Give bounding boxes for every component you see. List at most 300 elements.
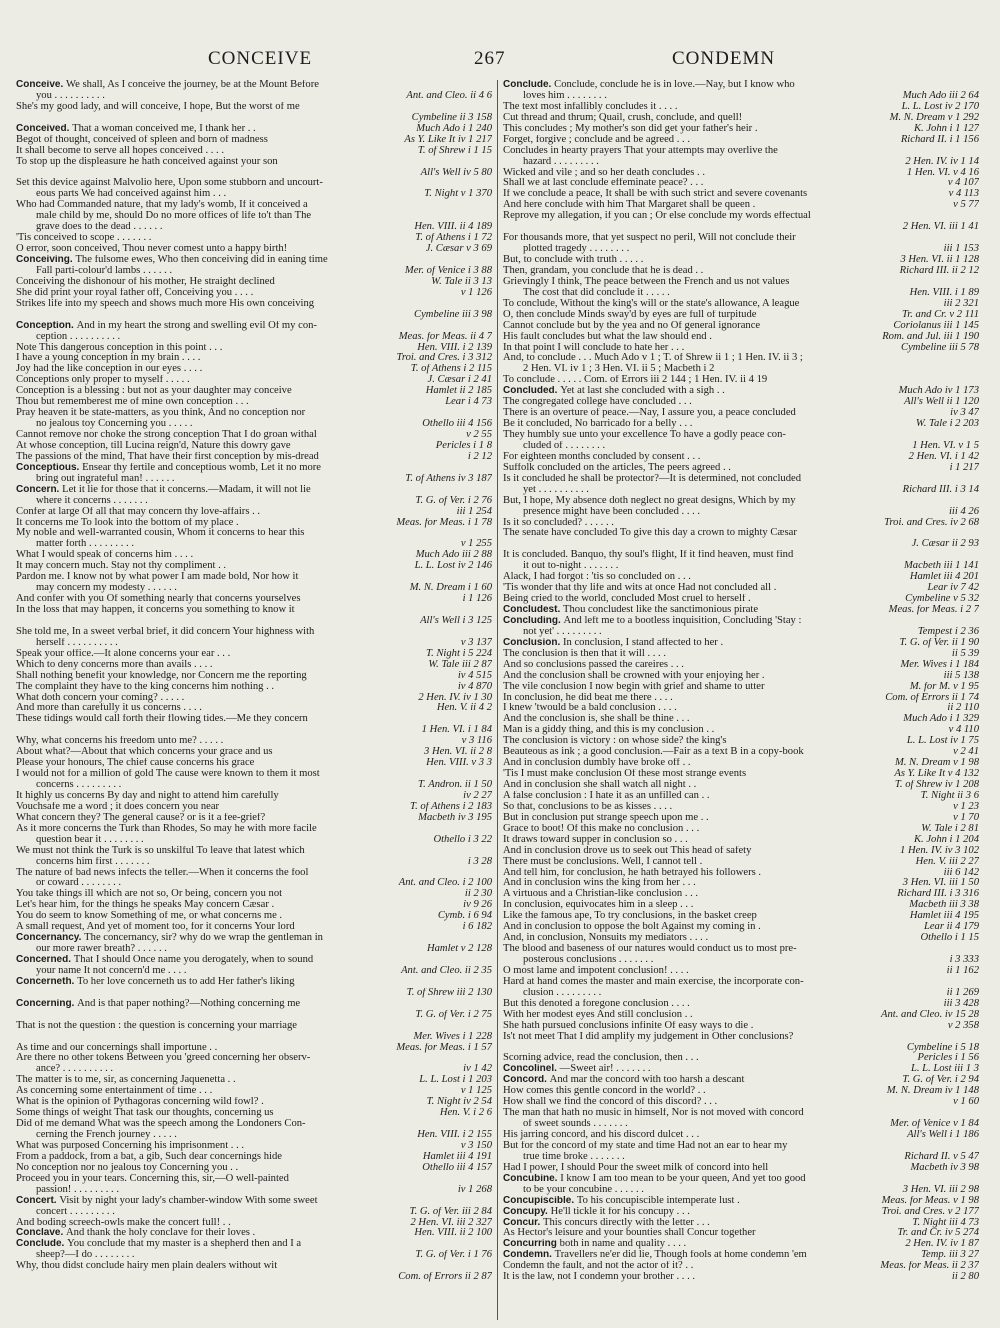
headword: Concurring bbox=[503, 1239, 560, 1250]
quotation-text: She's my good lady, and will conceive, I hope, But the worst of me bbox=[16, 101, 300, 112]
citation-reference: iii 2 321 bbox=[943, 298, 979, 309]
concordance-line bbox=[16, 1218, 492, 1229]
concordance-line bbox=[503, 408, 979, 419]
quotation-text: The nature of bad news infects the teller.—When it concerns the fool bbox=[16, 867, 309, 878]
citation-reference: M. N. Dream i 1 60 bbox=[409, 583, 492, 594]
citation-reference: 2 Hen. IV. iv 1 30 bbox=[418, 692, 492, 703]
concordance-line bbox=[503, 868, 979, 879]
quotation-text: where it concerns . . . . . . . bbox=[36, 495, 148, 506]
quotation-text: You conclude that my master is a shepherd then and I a bbox=[67, 1239, 302, 1250]
concordance-line bbox=[503, 178, 979, 189]
quotation-text: Is it so concluded? . . . . . . bbox=[503, 517, 614, 528]
citation-reference: Hen. VIII. i 2 155 bbox=[417, 1130, 492, 1140]
page-number: 267 bbox=[474, 48, 506, 69]
quotation-text: Vouchsafe me a word ; it does concern you near bbox=[16, 801, 220, 812]
quotation-text: The congregated college have concluded . . . bbox=[503, 397, 692, 408]
quotation-text: As it more concerns the Turk than Rhodes, So may he with more facile bbox=[16, 823, 317, 834]
concordance-line bbox=[503, 463, 979, 474]
quotation-text: How comes this gentle concord in the world? . . bbox=[503, 1086, 706, 1097]
quotation-text: With her modest eyes And still conclusion . . bbox=[503, 1009, 693, 1020]
citation-reference: Othello iii 4 156 bbox=[422, 419, 492, 430]
quotation-text: concert . . . . . . . . . bbox=[36, 1206, 115, 1217]
concordance-line bbox=[503, 693, 979, 704]
concordance-line bbox=[16, 572, 492, 583]
citation-reference: Ant. and Cleo. i 2 100 bbox=[398, 878, 492, 889]
concordance-line bbox=[16, 518, 492, 529]
citation-reference: T. G. of Ver. i 2 76 bbox=[415, 495, 492, 506]
quotation-text: you . . . . . . . . . . bbox=[36, 90, 105, 101]
concordance-line bbox=[503, 824, 979, 835]
concordance-line bbox=[16, 1086, 492, 1097]
quotation-text: It draws toward supper in conclusion so . . . bbox=[503, 834, 688, 845]
concordance-line bbox=[16, 550, 492, 561]
quotation-text: The conclusion is then that it will . . . . bbox=[503, 648, 667, 659]
concordance-line bbox=[16, 539, 492, 550]
quotation-text: Please your honours, The chief cause concerns his grace bbox=[16, 758, 255, 769]
quotation-text: But this denoted a foregone conclusion . . . . bbox=[503, 998, 690, 1009]
quotation-text: To stop up the displeasure he hath conceived against your son bbox=[16, 156, 278, 167]
concordance-line bbox=[503, 627, 979, 638]
quotation-text: yet . . . . . . . . . . bbox=[523, 484, 589, 495]
quotation-text: to be your concubine . . . . . . bbox=[523, 1184, 644, 1195]
quotation-text: Reprove my allegation, if you can ; Or else conclude my words effectual bbox=[503, 211, 811, 222]
quotation-text: In that point I will conclude to hate her . . . bbox=[503, 342, 685, 353]
concordance-line bbox=[503, 933, 979, 944]
concordance-line bbox=[16, 474, 492, 485]
concordance-line bbox=[16, 561, 492, 572]
citation-reference: Troi. and Cres. i 3 312 bbox=[396, 353, 492, 364]
concordance-line bbox=[503, 386, 979, 397]
concordance-line bbox=[503, 80, 979, 91]
quotation-text: And boding screech-owls make the concert full! . . bbox=[16, 1217, 231, 1228]
citation-reference: Hen. VIII. ii 2 100 bbox=[414, 1228, 492, 1239]
citation-reference: v 3 116 bbox=[461, 736, 492, 747]
concordance-line bbox=[16, 364, 492, 375]
concordance-line bbox=[503, 364, 979, 375]
citation-reference: Ant. and Cleo. iv 15 28 bbox=[881, 1009, 979, 1020]
citation-reference: Troi. and Cres. v 2 177 bbox=[881, 1206, 979, 1217]
quotation-text: There must be conclusions. Well, I cannot tell . bbox=[503, 856, 703, 867]
citation-reference: i 3 333 bbox=[949, 955, 979, 965]
citation-reference: L. L. Lost i 1 203 bbox=[419, 1075, 492, 1086]
concordance-line bbox=[16, 332, 492, 343]
quotation-text: Be it concluded, No barricado for a belly . . . bbox=[503, 419, 693, 430]
citation-reference: Macbeth iv 3 195 bbox=[418, 812, 492, 823]
quotation-text: may concern my modesty . . . . . . bbox=[36, 583, 177, 594]
concordance-line bbox=[16, 889, 492, 900]
citation-reference: ii 2 80 bbox=[951, 1272, 979, 1283]
quotation-text: Concludes in hearty prayers That your attempts may overlive the bbox=[503, 145, 778, 156]
headword: Concernancy. bbox=[16, 933, 85, 944]
column-divider bbox=[497, 80, 498, 1320]
citation-reference: iii 5 138 bbox=[943, 670, 979, 681]
citation-reference: K. John i 1 204 bbox=[913, 834, 979, 845]
citation-reference: Mer. Wives i 1 184 bbox=[900, 659, 979, 670]
quotation-text: From a paddock, from a bat, a gib, Such dear concernings hide bbox=[16, 1151, 282, 1162]
citation-reference: T. Night i 5 224 bbox=[425, 648, 492, 659]
headword: Concerneth. bbox=[16, 976, 78, 987]
quotation-text: matter forth . . . . . . . . . bbox=[36, 539, 134, 550]
quotation-text: Let's hear him, for the things he speaks May concern Cæsar . bbox=[16, 900, 275, 911]
quotation-text: eous parts We had conceived against him . . . bbox=[36, 189, 227, 200]
quotation-text: I would not for a million of gold The cause were known to them it most bbox=[16, 769, 320, 780]
concordance-line bbox=[503, 1108, 979, 1119]
concordance-line bbox=[16, 353, 492, 364]
concordance-line bbox=[16, 605, 492, 616]
quotation-text: 'Tis I must make conclusion Of these most strange events bbox=[503, 769, 747, 780]
citation-reference: 2 Hen. VI. iii 2 327 bbox=[410, 1217, 492, 1228]
quotation-text: Confer at large Of all that may concern thy love-affairs . . bbox=[16, 506, 261, 517]
quotation-text: As time and our concernings shall importune . . bbox=[16, 1042, 218, 1053]
citation-reference: i 3 28 bbox=[467, 856, 492, 867]
concordance-line bbox=[503, 1141, 979, 1152]
citation-reference: Hamlet iii 4 191 bbox=[422, 1151, 492, 1162]
citation-reference: L. L. Lost iv 2 146 bbox=[414, 561, 492, 572]
citation-reference: v 1 23 bbox=[953, 801, 979, 812]
citation-reference: T. of Athens iv 3 187 bbox=[405, 473, 492, 484]
headword: Concur. bbox=[503, 1217, 544, 1228]
headword: Condemn. bbox=[503, 1250, 555, 1261]
quotation-text: A virtuous and a Christian-like conclusion . . . bbox=[503, 889, 699, 900]
quotation-text: But, to conclude with truth . . . . . bbox=[503, 255, 644, 265]
quotation-text: As concerning some entertainment of time . . . bbox=[16, 1086, 213, 1097]
quotation-text: Visit by night your lady's chamber-window With some sweet bbox=[59, 1195, 318, 1206]
concordance-line bbox=[503, 889, 979, 900]
citation-reference: ii 1 162 bbox=[946, 965, 979, 976]
quotation-text: And in conclusion wins the king from her . . . bbox=[503, 878, 696, 889]
citation-reference: 3 Hen. VI. iii 1 50 bbox=[902, 878, 979, 889]
concordance-line bbox=[503, 310, 979, 321]
quotation-text: The senate have concluded To give this day a crown to mighty Cæsar bbox=[503, 528, 797, 539]
quotation-text: What concern they? The general cause? or is it a fee-grief? bbox=[16, 812, 266, 823]
citation-reference: Tr. and Cr. v 2 111 bbox=[901, 309, 979, 320]
citation-reference: iii 3 428 bbox=[943, 998, 979, 1009]
quotation-text: About what?—About that which concerns your grace and us bbox=[16, 747, 273, 758]
quotation-text: The passions of the mind, That have their first conception by mis-dread bbox=[16, 451, 319, 462]
citation-reference: v 3 150 bbox=[460, 1140, 492, 1151]
concordance-line bbox=[16, 441, 492, 452]
quotation-text: no jealous toy Concerning you . . . . . bbox=[36, 419, 193, 430]
headword: Conclave. bbox=[16, 1228, 67, 1239]
citation-reference: Tr. and Cr. iv 5 274 bbox=[897, 1228, 979, 1239]
quotation-text: He'll tickle it for his concupy . . . bbox=[550, 1206, 690, 1217]
concordance-line bbox=[16, 507, 492, 518]
concordance-line bbox=[16, 594, 492, 605]
citation-reference: W. Tale ii 3 13 bbox=[431, 276, 492, 287]
quotation-text: In the loss that may happen, it concerns you something to know it bbox=[16, 605, 295, 615]
citation-reference: iv 4 515 bbox=[457, 670, 492, 681]
concordance-line bbox=[16, 824, 492, 835]
citation-reference: v 1 60 bbox=[953, 1097, 979, 1108]
quotation-text: presence might have been concluded . . . . bbox=[523, 506, 701, 517]
concordance-line bbox=[16, 1185, 492, 1196]
concordance-line bbox=[16, 583, 492, 594]
concordance-line bbox=[503, 780, 979, 791]
concordance-line bbox=[16, 1141, 492, 1152]
quotation-text: To her love concerneth us to add Her father's liking bbox=[77, 976, 295, 987]
concordance-line bbox=[503, 1218, 979, 1229]
citation-reference: Hen. VIII. i 1 89 bbox=[909, 287, 979, 298]
concordance-line bbox=[503, 233, 979, 244]
citation-reference: W. Tale iii 2 87 bbox=[428, 659, 492, 670]
quotation-text: And so conclusions passed the careires . . . bbox=[503, 659, 684, 670]
citation-reference: T. G. of Ver. i 1 76 bbox=[415, 1250, 492, 1261]
quotation-text: The cost that did conclude it . . . . . bbox=[523, 287, 670, 298]
quotation-text: For thousands more, that yet suspect no peril, Will not conclude their bbox=[503, 233, 796, 244]
citation-reference: Cymbeline iii 5 78 bbox=[901, 342, 979, 353]
concordance-line bbox=[503, 1272, 979, 1283]
citation-reference: All's Well ii 1 120 bbox=[904, 397, 979, 408]
quotation-text: And tell him, for conclusion, he hath betrayed his followers . bbox=[503, 867, 762, 878]
concordance-line bbox=[16, 200, 492, 211]
citation-reference: Othello i 3 22 bbox=[433, 834, 492, 845]
quotation-text: How shall we find the concord of this discord? . . . bbox=[503, 1097, 718, 1108]
concordance-line bbox=[16, 222, 492, 233]
citation-reference: Hamlet v 2 128 bbox=[426, 944, 492, 955]
citation-reference: 3 Hen. VI. ii 2 8 bbox=[424, 747, 492, 758]
quotation-text: of sweet sounds . . . . . . . bbox=[523, 1119, 628, 1130]
quotation-text: concerns him first . . . . . . . bbox=[36, 856, 150, 867]
concordance-line bbox=[503, 977, 979, 988]
concordance-line bbox=[16, 813, 492, 824]
headword: Concert. bbox=[16, 1195, 60, 1206]
concordance-line bbox=[16, 922, 492, 933]
concordance-line bbox=[503, 714, 979, 725]
citation-reference: Hen. VIII. v 3 3 bbox=[426, 758, 492, 769]
quotation-text: Wicked and vile ; and so her death concludes . . bbox=[503, 167, 705, 178]
concordance-line bbox=[16, 955, 492, 966]
concordance-line bbox=[16, 1174, 492, 1185]
citation-reference: iv 2 27 bbox=[463, 790, 492, 801]
concordance-line bbox=[16, 277, 492, 288]
quotation-text: Condemn the fault, and not the actor of it? . . bbox=[503, 1261, 694, 1272]
quotation-text: Set this device against Malvolio here, Upon some stubborn and uncourt- bbox=[16, 178, 323, 189]
quotation-text: It shall become to serve all hopes conceived . . . . bbox=[16, 145, 224, 156]
concordance-line bbox=[503, 474, 979, 485]
citation-reference: Cymb. i 6 94 bbox=[437, 911, 492, 922]
concordance-line bbox=[16, 802, 492, 813]
quotation-text: We must not think the Turk is so unskilful To leave that latest which bbox=[16, 845, 305, 856]
concordance-line bbox=[16, 496, 492, 507]
concordance-line bbox=[16, 1207, 492, 1218]
citation-reference: Hen. VIII. ii 4 189 bbox=[414, 222, 492, 233]
citation-reference: T. Andron. ii 1 50 bbox=[418, 780, 492, 790]
concordance-line bbox=[16, 113, 492, 124]
citation-reference: iv 3 47 bbox=[950, 408, 979, 419]
concordance-line bbox=[16, 146, 492, 157]
concordance-line bbox=[503, 1010, 979, 1021]
concordance-line bbox=[16, 1108, 492, 1119]
concordance-line bbox=[503, 1075, 979, 1086]
citation-reference: Mer. of Venice v 1 84 bbox=[890, 1119, 979, 1130]
citation-reference: W. Tale i 2 203 bbox=[915, 419, 979, 430]
concordance-line bbox=[503, 1228, 979, 1239]
citation-reference: Hen. VIII. i 2 139 bbox=[417, 342, 492, 353]
quotation-text: Grace to boot! Of this make no conclusion . . . bbox=[503, 823, 700, 834]
concordance-line bbox=[16, 868, 492, 879]
citation-reference: v 1 70 bbox=[953, 812, 979, 823]
concordance-line bbox=[503, 189, 979, 200]
concordance-line bbox=[16, 999, 492, 1010]
concordance-line bbox=[503, 288, 979, 299]
quotation-text: That I should Once name you derogately, when to sound bbox=[73, 955, 314, 965]
concordance-line bbox=[16, 91, 492, 102]
citation-reference: Com. of Errors ii 1 74 bbox=[885, 692, 979, 703]
citation-reference: i 1 126 bbox=[462, 594, 492, 605]
quotation-text: Begot of thought, conceived of spleen and born of madness bbox=[16, 134, 268, 145]
citation-reference: Com. of Errors ii 2 87 bbox=[398, 1272, 492, 1283]
citation-reference: Lear ii 4 179 bbox=[923, 922, 979, 933]
citation-reference: As Y. Like It iv 1 217 bbox=[404, 134, 492, 145]
citation-reference: Meas. for Meas. ii 4 7 bbox=[398, 331, 492, 342]
citation-reference: Othello iii 4 157 bbox=[422, 1162, 492, 1173]
concordance-line bbox=[503, 113, 979, 124]
quotation-text: concerns . . . . . . . . . bbox=[36, 780, 122, 790]
concordance-line bbox=[503, 1053, 979, 1064]
citation-reference: M. N. Dream v 1 98 bbox=[894, 758, 979, 769]
citation-reference: Pericles i 1 56 bbox=[917, 1053, 979, 1064]
concordance-line bbox=[16, 1119, 492, 1130]
citation-reference: iv 1 42 bbox=[463, 1064, 492, 1075]
concordance-line bbox=[16, 857, 492, 868]
concordance-line bbox=[503, 353, 979, 364]
citation-reference: Hamlet ii 2 185 bbox=[425, 386, 492, 397]
quotation-text: Fall parti-colour'd lambs . . . . . . bbox=[36, 265, 173, 276]
quotation-text: His fault concludes but what the law should end . bbox=[503, 331, 712, 342]
concordance-line bbox=[503, 572, 979, 583]
concordance-line bbox=[16, 988, 492, 999]
citation-reference: Much Ado iv 1 173 bbox=[898, 386, 979, 397]
quotation-text: Shall nothing benefit your knowledge, nor Concern me the reporting bbox=[16, 670, 307, 681]
quotation-text: loves him . . . . . . . . bbox=[523, 90, 607, 101]
citation-reference: Cymbeline iii 3 98 bbox=[414, 309, 492, 320]
concordance-line bbox=[16, 343, 492, 354]
concordance-line bbox=[16, 1239, 492, 1250]
quotation-text: our more rawer breath? . . . . . . bbox=[36, 944, 167, 955]
citation-reference: Richard II. v 5 47 bbox=[904, 1151, 979, 1162]
quotation-text: cluded of . . . . . . . . bbox=[523, 440, 606, 451]
concordance-line bbox=[16, 124, 492, 135]
citation-reference: Meas. for Meas. i 1 57 bbox=[396, 1042, 492, 1053]
quotation-text: And, in conclusion, Nonsuits my mediators . . . . bbox=[503, 933, 709, 944]
citation-reference: Cymbeline i 5 18 bbox=[906, 1042, 979, 1053]
quotation-text: Who had Commanded nature, that my lady's womb, If it conceived a bbox=[16, 200, 308, 211]
quotation-text: You take things ill which are not so, Or being, concern you not bbox=[16, 889, 283, 900]
quotation-text: Cannot remove nor choke the strong conception That I do groan withal bbox=[16, 430, 317, 440]
concordance-line bbox=[503, 1043, 979, 1054]
citation-reference: M. for M. v 1 95 bbox=[909, 681, 979, 692]
concordance-line bbox=[503, 1021, 979, 1032]
citation-reference: All's Well iv 5 80 bbox=[420, 167, 492, 178]
citation-reference: Mer. Wives i 1 228 bbox=[413, 1031, 492, 1042]
citation-reference: iv 4 870 bbox=[457, 681, 492, 692]
citation-reference: v 2 41 bbox=[953, 747, 979, 758]
quotation-text: The text most infallibly concludes it . . . . bbox=[503, 101, 678, 112]
concordance-line bbox=[16, 463, 492, 474]
quotation-text: 2 Hen. VI. iv 1 ; 3 Hen. VI. ii 5 ; Macbeth i 2 bbox=[523, 364, 715, 375]
quotation-text: I have a young conception in my brain . . . . bbox=[16, 353, 201, 364]
citation-reference: Lear iv 7 42 bbox=[927, 583, 979, 594]
concordance-line bbox=[16, 900, 492, 911]
quotation-text: Travellers ne'er did lie, Though fools at home condemn 'em bbox=[554, 1250, 807, 1261]
quotation-text: It may concern much. Stay not thy compliment . . bbox=[16, 561, 227, 572]
quotation-text: Proceed you in your tears. Concerning this, sir,—O well-painted bbox=[16, 1173, 289, 1184]
quotation-text: Conceiving the dishonour of his mother, He straight declined bbox=[16, 276, 275, 287]
citation-reference: v 2 358 bbox=[947, 1020, 979, 1031]
concordance-line bbox=[503, 157, 979, 168]
concordance-line bbox=[503, 605, 979, 616]
quotation-text: As Hector's leisure and your bounties shall Concur together bbox=[503, 1228, 756, 1239]
quotation-text: Had I power, I should Pour the sweet milk of concord into hell bbox=[503, 1162, 769, 1173]
citation-reference: v 1 126 bbox=[460, 287, 492, 298]
concordance-line bbox=[16, 157, 492, 168]
quotation-text: bring out ingrateful man! . . . . . . bbox=[36, 473, 175, 484]
quotation-text: cerning the French journey . . . . . bbox=[36, 1130, 177, 1140]
concordance-line bbox=[16, 682, 492, 693]
quotation-text: Let it lie for those that it concerns.—Madam, it will not lie bbox=[62, 484, 311, 495]
concordance-line bbox=[503, 846, 979, 857]
headword: Concolinel. bbox=[503, 1064, 560, 1075]
concordance-line bbox=[16, 1021, 492, 1032]
quotation-text: It highly us concerns By day and night to attend him carefully bbox=[16, 790, 279, 801]
concordance-line bbox=[503, 528, 979, 539]
citation-reference: T. of Athens i 2 115 bbox=[410, 364, 492, 375]
quotation-text: But for the concord of my state and time Had not an ear to hear my bbox=[503, 1140, 788, 1151]
quotation-text: And mar the concord with too harsh a descant bbox=[549, 1075, 745, 1086]
citation-reference: T. of Shrew i 1 15 bbox=[417, 145, 492, 156]
citation-reference: iii 1 153 bbox=[943, 244, 979, 255]
running-head-right: CONDEMN bbox=[672, 48, 776, 69]
quotation-text: posterous conclusions . . . . . . . bbox=[523, 955, 654, 965]
concordance-line bbox=[503, 911, 979, 922]
concordance-line bbox=[16, 1064, 492, 1075]
concordance-line bbox=[16, 430, 492, 441]
quotation-text: Is't not meet That I did amplify my judgement in Other conclusions? bbox=[503, 1031, 794, 1042]
quotation-text: Strikes life into my speech and shows much more His own conceiving bbox=[16, 298, 315, 309]
concordance-line bbox=[503, 343, 979, 354]
citation-reference: M. N. Dream v 1 292 bbox=[889, 112, 979, 123]
citation-reference: Macbeth iv 3 98 bbox=[910, 1162, 979, 1173]
concordance-line bbox=[503, 791, 979, 802]
quotation-text: And left me to a bootless inquisition, Concluding 'Stay : bbox=[563, 615, 802, 626]
concordance-line bbox=[503, 878, 979, 889]
quotation-text: Then, grandam, you conclude that he is dead . . bbox=[503, 265, 704, 276]
left-column bbox=[16, 80, 492, 1283]
headword: Concludest. bbox=[503, 605, 564, 615]
citation-reference: T. of Shrew iv 1 208 bbox=[894, 780, 979, 790]
quotation-text: your name It not concern'd me . . . . bbox=[36, 965, 187, 976]
citation-reference: Othello i 1 15 bbox=[920, 933, 979, 944]
concordance-line bbox=[16, 714, 492, 725]
headword: Conceive. bbox=[16, 80, 67, 90]
citation-reference: L. L. Lost iv 2 170 bbox=[901, 101, 979, 112]
concordance-line bbox=[16, 485, 492, 496]
concordance-line bbox=[503, 222, 979, 233]
citation-reference: Ant. and Cleo. ii 4 6 bbox=[406, 90, 492, 101]
concordance-line bbox=[16, 1032, 492, 1043]
quotation-text: What doth concern your coming? . . . . . bbox=[16, 692, 185, 703]
concordance-line bbox=[503, 244, 979, 255]
quotation-text: Which to deny concerns more than avails . . . . bbox=[16, 659, 213, 670]
concordance-line bbox=[503, 200, 979, 211]
concordance-line bbox=[16, 299, 492, 310]
citation-reference: J. Cæsar i 2 41 bbox=[427, 375, 492, 386]
citation-reference: Richard III. i 3 316 bbox=[897, 889, 979, 900]
concordance-line bbox=[16, 769, 492, 780]
concordance-line bbox=[503, 321, 979, 332]
citation-reference: Much Ado i 1 329 bbox=[903, 714, 979, 725]
concordance-line bbox=[503, 485, 979, 496]
